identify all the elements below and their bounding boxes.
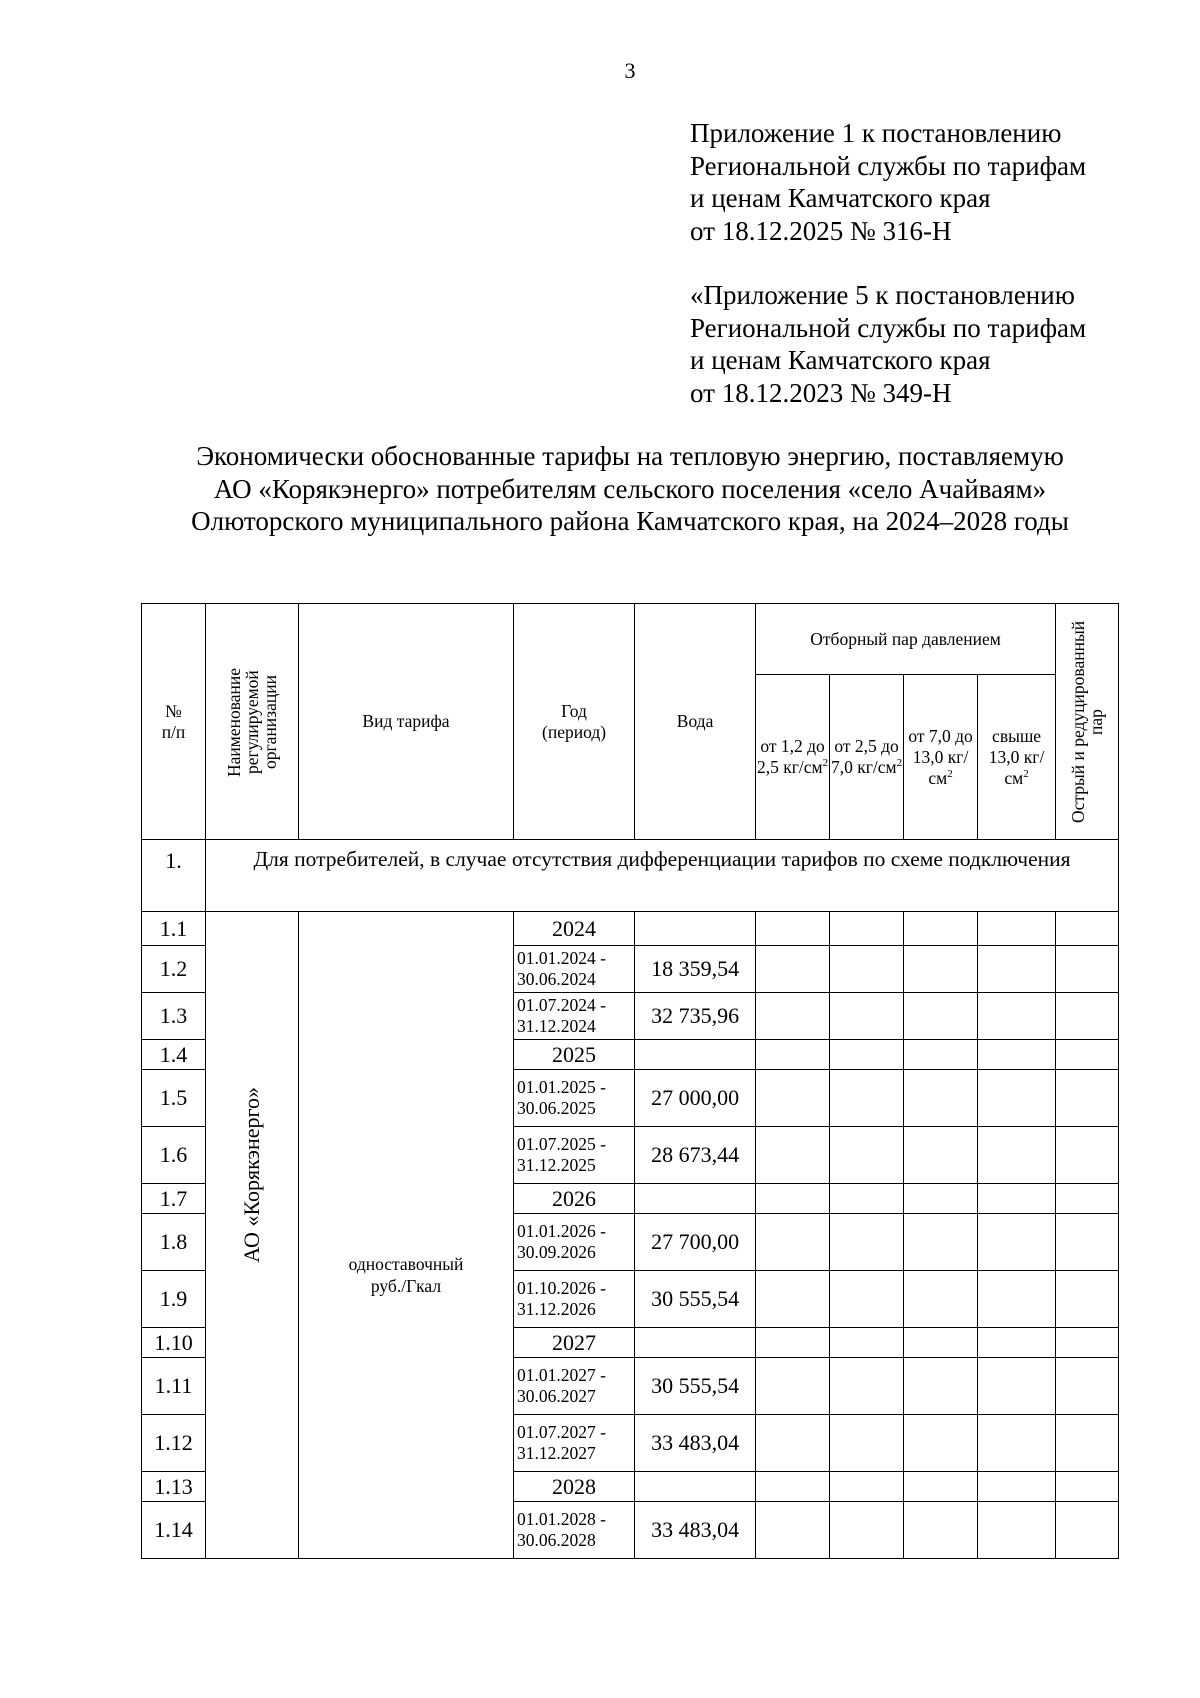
header-steam-group (756, 604, 1056, 675)
steam-4-value (978, 946, 1056, 993)
row-num: 1.3 (142, 993, 206, 1040)
header-org-text: Наименование регулируемой организации (224, 666, 280, 777)
steam-2-value (830, 946, 904, 993)
period-start: 01.07.2025 - (517, 1134, 606, 1154)
sharp-steam-value (1056, 993, 1119, 1040)
appendix-line: «Приложение 5 к постановлению (690, 280, 1075, 310)
sharp-steam-value (1056, 1271, 1119, 1328)
period-end: 31.12.2025 (517, 1155, 596, 1175)
row-num: 1.5 (142, 1070, 206, 1127)
water-tariff: 27 000,00 (635, 1070, 756, 1127)
steam-3-value (904, 1070, 978, 1127)
sharp-steam-value (1056, 912, 1119, 946)
header-steam-3-text: от 7,0 до 13,0 кг/см (908, 725, 973, 788)
header-water-text: Вода (676, 711, 714, 731)
sharp-steam-value (1056, 1184, 1119, 1214)
steam-2-value (830, 1127, 904, 1184)
period-start: 01.10.2026 - (517, 1278, 606, 1298)
org-name-cell (206, 912, 299, 1559)
period-range (514, 1214, 635, 1271)
sharp-steam-value (1056, 1358, 1119, 1415)
period-year: 2025 (514, 1040, 635, 1070)
table-row (142, 912, 1119, 946)
steam-1-value (756, 946, 830, 993)
steam-4-value (978, 1184, 1056, 1214)
section-num: 1. (142, 840, 206, 912)
header-water (635, 604, 756, 840)
steam-4-value (978, 1415, 1056, 1472)
sharp-steam-value (1056, 1127, 1119, 1184)
period-end: 30.06.2027 (517, 1386, 596, 1406)
steam-1-value (756, 1472, 830, 1502)
steam-1-value (756, 1127, 830, 1184)
steam-1-value (756, 1184, 830, 1214)
steam-2-value (830, 1358, 904, 1415)
title-line: Экономически обоснованные тарифы на тепловую энергию, поставляемую (196, 441, 1064, 471)
sup: 2 (822, 757, 829, 770)
row-num: 1.2 (142, 946, 206, 993)
period-range (514, 1358, 635, 1415)
water-tariff: 33 483,04 (635, 1415, 756, 1472)
period-range (514, 1070, 635, 1127)
period-end: 30.06.2028 (517, 1530, 596, 1550)
steam-4-value (978, 1214, 1056, 1271)
period-range (514, 1127, 635, 1184)
period-range (514, 1415, 635, 1472)
header-steam-group-text: Отборный пар давлением (810, 628, 1001, 649)
period-year: 2024 (514, 912, 635, 946)
steam-1-value (756, 1070, 830, 1127)
header-tariff (299, 604, 514, 840)
row-num: 1.6 (142, 1127, 206, 1184)
header-period-text: Год (период) (542, 700, 607, 742)
steam-3-value (904, 1415, 978, 1472)
tariff-type: одноставочный руб./Гкал (348, 1254, 464, 1296)
steam-1-value (756, 1415, 830, 1472)
water-tariff: 33 483,04 (635, 1502, 756, 1559)
steam-4-value (978, 1127, 1056, 1184)
water-tariff: 30 555,54 (635, 1271, 756, 1328)
water-tariff: 27 700,00 (635, 1214, 756, 1271)
period-start: 01.01.2026 - (517, 1221, 606, 1241)
steam-4-value (978, 1328, 1056, 1358)
header-steam-1 (756, 675, 830, 840)
header-row (142, 604, 1119, 675)
org-name: АО «Корякэнерго» (239, 1087, 264, 1263)
steam-4-value (978, 912, 1056, 946)
sharp-steam-value (1056, 1472, 1119, 1502)
header-steam-4-text: свыше 13,0 кг/см (988, 725, 1045, 788)
period-range (514, 946, 635, 993)
section-row (142, 840, 1119, 912)
appendix-line: и ценам Камчатского края (690, 345, 991, 375)
period-range (514, 1271, 635, 1328)
water-tariff (635, 1472, 756, 1502)
row-num: 1.1 (142, 912, 206, 946)
water-tariff (635, 1328, 756, 1358)
steam-2-value (830, 1040, 904, 1070)
steam-3-value (904, 993, 978, 1040)
sup: 2 (896, 757, 903, 770)
appendix-line: Приложение 1 к постановлению (690, 118, 1062, 148)
steam-3-value (904, 946, 978, 993)
period-start: 01.01.2025 - (517, 1077, 606, 1097)
steam-3-value (904, 1214, 978, 1271)
period-end: 31.12.2024 (517, 1016, 596, 1036)
page-number: 3 (624, 58, 636, 83)
header-steam-4 (978, 675, 1056, 840)
period-range (514, 993, 635, 1040)
period-end: 31.12.2026 (517, 1299, 596, 1319)
sup: 2 (1023, 767, 1029, 780)
period-end: 31.12.2027 (517, 1443, 596, 1463)
sharp-steam-value (1056, 1214, 1119, 1271)
steam-1-value (756, 1214, 830, 1271)
sharp-steam-value (1056, 1502, 1119, 1559)
sharp-steam-value (1056, 1415, 1119, 1472)
header-steam-2-text: от 2,5 до 7,0 кг/см (830, 736, 899, 777)
period-end: 30.06.2024 (517, 969, 596, 989)
period-year: 2026 (514, 1184, 635, 1214)
water-tariff: 30 555,54 (635, 1358, 756, 1415)
steam-1-value (756, 1358, 830, 1415)
header-tariff-text: Вид тарифа (362, 711, 450, 731)
row-num: 1.8 (142, 1214, 206, 1271)
water-tariff: 32 735,96 (635, 993, 756, 1040)
period-year: 2027 (514, 1328, 635, 1358)
header-steam-1-text: от 1,2 до 2,5 кг/см (756, 736, 825, 777)
sharp-steam-value (1056, 1040, 1119, 1070)
sharp-steam-value (1056, 1328, 1119, 1358)
steam-2-value (830, 1472, 904, 1502)
steam-4-value (978, 1040, 1056, 1070)
steam-3-value (904, 1472, 978, 1502)
appendix-line: Региональной службы по тарифам (690, 312, 1087, 343)
header-org (206, 604, 299, 840)
row-num: 1.12 (142, 1415, 206, 1472)
period-range (514, 1502, 635, 1559)
steam-4-value (978, 1358, 1056, 1415)
sup: 2 (947, 767, 953, 780)
row-num: 1.9 (142, 1271, 206, 1328)
sharp-steam-value (1056, 1070, 1119, 1127)
appendix-original (690, 279, 1086, 409)
water-tariff: 18 359,54 (635, 946, 756, 993)
steam-3-value (904, 1040, 978, 1070)
row-num: 1.14 (142, 1502, 206, 1559)
steam-3-value (904, 912, 978, 946)
header-period (514, 604, 635, 840)
steam-2-value (830, 1070, 904, 1127)
steam-2-value (830, 1184, 904, 1214)
appendix-line: от 18.12.2025 № 316-Н (690, 215, 952, 246)
steam-1-value (756, 912, 830, 946)
section-title-text: Для потребителей, в случае отсутствия дифференциации тарифов по схеме подключения (253, 847, 1071, 871)
row-num: 1.4 (142, 1040, 206, 1070)
water-tariff (635, 912, 756, 946)
steam-1-value (756, 1040, 830, 1070)
steam-2-value (830, 1271, 904, 1328)
steam-3-value (904, 1358, 978, 1415)
title-line: Олюторского муниципального района Камчатского края, на 2024–2028 годы (191, 506, 1069, 536)
tariff-type-cell (299, 912, 514, 1559)
period-year: 2028 (514, 1472, 635, 1502)
steam-4-value (978, 1271, 1056, 1328)
steam-1-value (756, 1271, 830, 1328)
period-start: 01.01.2024 - (517, 948, 606, 968)
steam-2-value (830, 1502, 904, 1559)
period-start: 01.07.2024 - (517, 995, 606, 1015)
steam-4-value (978, 1070, 1056, 1127)
appendix-current (690, 117, 1086, 247)
steam-1-value (756, 1328, 830, 1358)
period-start: 01.01.2027 - (517, 1365, 606, 1385)
steam-1-value (756, 993, 830, 1040)
header-steam-3 (904, 675, 978, 840)
period-start: 01.01.2028 - (517, 1509, 606, 1529)
period-end: 30.06.2025 (517, 1098, 596, 1118)
appendix-line: и ценам Камчатского края (690, 183, 991, 213)
header-num (142, 604, 206, 840)
steam-2-value (830, 1328, 904, 1358)
header-sharp (1056, 604, 1119, 840)
row-num: 1.7 (142, 1184, 206, 1214)
steam-4-value (978, 1502, 1056, 1559)
water-tariff (635, 1184, 756, 1214)
header-sharp-text: Острый и редуцированный пар (1068, 620, 1107, 823)
period-start: 01.07.2027 - (517, 1422, 606, 1442)
steam-3-value (904, 1184, 978, 1214)
steam-4-value (978, 993, 1056, 1040)
steam-3-value (904, 1502, 978, 1559)
water-tariff: 28 673,44 (635, 1127, 756, 1184)
steam-2-value (830, 1415, 904, 1472)
steam-2-value (830, 1214, 904, 1271)
steam-1-value (756, 1502, 830, 1559)
steam-3-value (904, 1271, 978, 1328)
header-steam-2 (830, 675, 904, 840)
section-title (206, 840, 1119, 912)
row-num: 1.13 (142, 1472, 206, 1502)
row-num: 1.10 (142, 1328, 206, 1358)
appendix-line: от 18.12.2023 № 349-Н (690, 377, 952, 408)
row-num: 1.11 (142, 1358, 206, 1415)
document-title (0, 440, 1200, 538)
steam-2-value (830, 993, 904, 1040)
steam-3-value (904, 1127, 978, 1184)
steam-2-value (830, 912, 904, 946)
appendix-line: Региональной службы по тарифам (690, 150, 1087, 181)
sharp-steam-value (1056, 946, 1119, 993)
water-tariff (635, 1040, 756, 1070)
header-num-text: № п/п (161, 700, 186, 742)
steam-3-value (904, 1328, 978, 1358)
tariff-table (141, 603, 1119, 1559)
period-end: 30.09.2026 (517, 1242, 596, 1262)
title-line: АО «Корякэнерго» потребителям сельского поселения «село Ачайваям» (213, 473, 1047, 504)
steam-4-value (978, 1472, 1056, 1502)
